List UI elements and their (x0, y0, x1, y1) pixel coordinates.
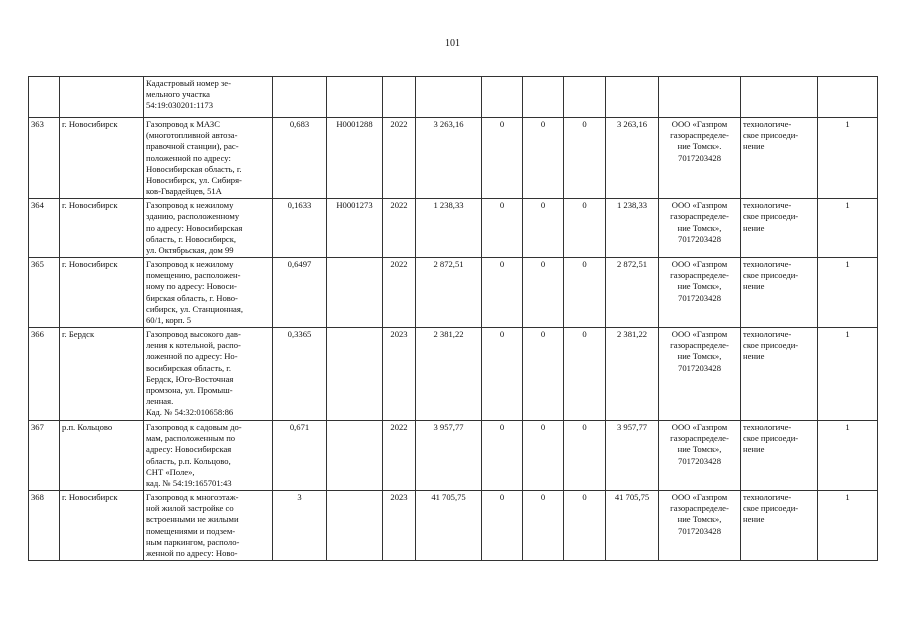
organization-line: ние Томск», (677, 351, 722, 362)
cell-sum: 2 872,51 (606, 258, 659, 328)
description-line: Газопровод к многоэтаж- (146, 492, 239, 503)
description-line: Кад. № 54:32:010658:86 (146, 407, 234, 418)
type-line: ское присоеди- (743, 270, 799, 281)
description-line: по адресу: Новосибирская (146, 222, 243, 233)
cell-zero-2 (523, 77, 564, 118)
cell-city: г. Новосибирск (60, 258, 144, 328)
cell-sum: 41 705,75 (606, 491, 659, 561)
cell-city (60, 77, 144, 118)
cell-count: 1 (818, 199, 878, 258)
organization-line: газораспределе- (670, 211, 729, 222)
organization-line: ООО «Газпром (671, 492, 728, 503)
type-line: ское присоеди- (743, 211, 799, 222)
description-line: ленная. (146, 396, 174, 407)
cell-count: 1 (818, 328, 878, 421)
cell-zero-1: 0 (482, 258, 523, 328)
organization-line: 7017203428 (678, 362, 721, 373)
cell-city: г. Новосибирск (60, 491, 144, 561)
organization-line: 7017203428 (678, 152, 721, 163)
cell-zero-1: 0 (482, 421, 523, 491)
cell-zero-3: 0 (564, 491, 606, 561)
type-line: нение (743, 514, 765, 525)
description-line: правочной станции), рас- (146, 141, 239, 152)
cell-length: 0,3365 (273, 328, 327, 421)
organization-line: газораспределе- (670, 503, 729, 514)
cell-organization (659, 118, 741, 199)
description-line: встроенными не жилыми (146, 514, 239, 525)
type-line: технологиче- (743, 259, 792, 270)
cell-zero-1: 0 (482, 491, 523, 561)
cell-length: 0,1633 (273, 199, 327, 258)
cell-zero-3: 0 (564, 328, 606, 421)
cell-number: 364 (29, 199, 60, 258)
cell-code (327, 258, 383, 328)
cell-number: 365 (29, 258, 60, 328)
organization-line: ние Томск», (677, 222, 722, 233)
cell-zero-2: 0 (523, 328, 564, 421)
cell-sum (606, 77, 659, 118)
cell-number: 368 (29, 491, 60, 561)
cell-zero-2: 0 (523, 421, 564, 491)
cell-total: 3 263,16 (416, 118, 482, 199)
cell-length (273, 77, 327, 118)
organization-line: 7017203428 (678, 455, 721, 466)
cell-code (327, 328, 383, 421)
description-line: ления к котельной, распо- (146, 340, 241, 351)
description-line: область, г. Новосибирск, (146, 233, 237, 244)
cell-zero-1: 0 (482, 328, 523, 421)
type-line: технологиче- (743, 492, 792, 503)
page-number: 101 (445, 38, 460, 49)
cell-total: 1 238,33 (416, 199, 482, 258)
organization-line: ние Томск», (677, 444, 722, 455)
type-line: нение (743, 141, 765, 152)
cell-zero-1: 0 (482, 199, 523, 258)
cell-number (29, 77, 60, 118)
type-line: нение (743, 351, 765, 362)
organization-line: ООО «Газпром (671, 329, 728, 340)
description-line: кад. № 54:19:165701:43 (146, 477, 232, 488)
cell-year: 2022 (383, 421, 416, 491)
type-line: нение (743, 281, 765, 292)
cell-type (741, 328, 818, 421)
organization-line: ООО «Газпром (671, 119, 728, 129)
description-line: женной по адресу: Ново- (146, 547, 238, 558)
cell-number: 363 (29, 118, 60, 199)
cell-type (741, 77, 818, 118)
table-row (29, 77, 878, 118)
description-line: 54:19:030201:1173 (146, 100, 213, 111)
description-line: ным паркингом, располо- (146, 536, 240, 547)
cell-description (144, 328, 273, 421)
cell-length: 0,671 (273, 421, 327, 491)
cell-length: 0,6497 (273, 258, 327, 328)
type-line: технологиче- (743, 119, 792, 129)
cell-organization (659, 491, 741, 561)
description-line: Газопровод к нежилому (146, 259, 234, 270)
cell-zero-2: 0 (523, 491, 564, 561)
cell-zero-3: 0 (564, 421, 606, 491)
cell-organization (659, 421, 741, 491)
description-line: помещению, расположен- (146, 270, 241, 281)
description-line: Новосибирск, ул. Сибиря- (146, 174, 242, 185)
description-line: Газопровод к МАЗС (146, 119, 220, 129)
description-line: Газопровод к садовым до- (146, 422, 242, 433)
cell-type (741, 258, 818, 328)
cell-sum: 2 381,22 (606, 328, 659, 421)
description-line: Газопровод высокого дав- (146, 329, 241, 340)
cell-type (741, 199, 818, 258)
description-line: ложенной по адресу: Но- (146, 351, 238, 362)
organization-line: ООО «Газпром (671, 200, 728, 211)
cell-organization (659, 258, 741, 328)
description-line: ул. Октябрьская, дом 99 (146, 244, 234, 255)
table-row (29, 421, 878, 491)
organization-line: газораспределе- (670, 433, 729, 444)
description-line: Новосибирская область, г. (146, 163, 242, 174)
organization-line: 7017203428 (678, 292, 721, 303)
cell-description (144, 421, 273, 491)
cell-city: г. Бердск (60, 328, 144, 421)
cell-zero-1 (482, 77, 523, 118)
organization-line: газораспределе- (670, 270, 729, 281)
cell-zero-3: 0 (564, 258, 606, 328)
cell-year: 2022 (383, 199, 416, 258)
cell-code: Н0001288 (327, 118, 383, 199)
cell-total: 3 957,77 (416, 421, 482, 491)
type-line: ское присоеди- (743, 340, 799, 351)
cell-count: 1 (818, 421, 878, 491)
table-row (29, 258, 878, 328)
cell-type (741, 118, 818, 199)
cell-sum: 1 238,33 (606, 199, 659, 258)
table-row (29, 199, 878, 258)
cell-description (144, 258, 273, 328)
description-line: сибирск, ул. Станционная, (146, 303, 243, 314)
description-line: положенной по адресу: (146, 152, 231, 163)
cell-zero-3 (564, 77, 606, 118)
cell-sum: 3 263,16 (606, 118, 659, 199)
cell-number: 367 (29, 421, 60, 491)
cell-zero-1: 0 (482, 118, 523, 199)
description-line: восибирская область, г. (146, 362, 232, 373)
cell-zero-3: 0 (564, 199, 606, 258)
description-line: зданию, расположенному (146, 211, 240, 222)
cell-zero-2: 0 (523, 199, 564, 258)
description-line: СНТ «Поле», (146, 466, 195, 477)
cell-total: 41 705,75 (416, 491, 482, 561)
cell-count: 1 (818, 258, 878, 328)
type-line: технологиче- (743, 422, 792, 433)
cell-organization (659, 199, 741, 258)
type-line: ское присоеди- (743, 503, 799, 514)
cell-organization (659, 77, 741, 118)
cell-code (327, 77, 383, 118)
cell-total: 2 872,51 (416, 258, 482, 328)
cell-total (416, 77, 482, 118)
table-row (29, 328, 878, 421)
organization-line: ние Томск», (677, 514, 722, 525)
cell-description (144, 199, 273, 258)
organization-line: ние Томск», (677, 281, 722, 292)
cell-year: 2022 (383, 118, 416, 199)
description-line: Газопровод к нежилому (146, 200, 234, 211)
organization-line: 7017203428 (678, 233, 721, 244)
table-row (29, 491, 878, 561)
description-line: адресу: Новосибирская (146, 444, 232, 455)
cell-year: 2023 (383, 491, 416, 561)
cell-count: 1 (818, 491, 878, 561)
cell-type (741, 421, 818, 491)
organization-line: ООО «Газпром (671, 422, 728, 433)
cell-count (818, 77, 878, 118)
cell-zero-2: 0 (523, 258, 564, 328)
cell-city: г. Новосибирск (60, 118, 144, 199)
cell-organization (659, 328, 741, 421)
cell-year: 2023 (383, 328, 416, 421)
cell-zero-3: 0 (564, 118, 606, 199)
description-line: (многотопливной автоза- (146, 130, 238, 141)
cell-count: 1 (818, 118, 878, 199)
type-line: нение (743, 444, 765, 455)
cell-city: г. Новосибирск (60, 199, 144, 258)
cell-year (383, 77, 416, 118)
cell-number: 366 (29, 328, 60, 421)
type-line: нение (743, 222, 765, 233)
description-line: Кадастровый номер зе- (146, 78, 231, 88)
description-line: мам, расположенным по (146, 433, 236, 444)
description-line: ному по адресу: Новоси- (146, 281, 237, 292)
cell-type (741, 491, 818, 561)
description-line: бирская область, г. Ново- (146, 292, 238, 303)
cell-code (327, 421, 383, 491)
description-line: Бердск, Юго-Восточная (146, 373, 234, 384)
cell-description (144, 491, 273, 561)
description-line: промзона, ул. Промыш- (146, 384, 233, 395)
description-line: помещениями и подзем- (146, 525, 236, 536)
type-line: технологиче- (743, 200, 792, 211)
cell-code (327, 491, 383, 561)
description-line: ков-Гвардейцев, 51А (146, 186, 222, 197)
cell-description (144, 77, 273, 118)
description-line: область, р.п. Кольцово, (146, 455, 231, 466)
cell-description (144, 118, 273, 199)
cell-sum: 3 957,77 (606, 421, 659, 491)
cell-year: 2022 (383, 258, 416, 328)
organization-line: ние Томск». (677, 141, 722, 152)
organization-line: ООО «Газпром (671, 259, 728, 270)
organization-line: газораспределе- (670, 340, 729, 351)
cell-length: 0,683 (273, 118, 327, 199)
cell-code: Н0001273 (327, 199, 383, 258)
cell-length: 3 (273, 491, 327, 561)
registry-table (28, 76, 878, 561)
description-line: ной жилой застройке со (146, 503, 234, 514)
organization-line: 7017203428 (678, 525, 721, 536)
type-line: ское присоеди- (743, 130, 799, 141)
type-line: ское присоеди- (743, 433, 799, 444)
cell-city: р.п. Кольцово (60, 421, 144, 491)
cell-total: 2 381,22 (416, 328, 482, 421)
cell-zero-2: 0 (523, 118, 564, 199)
description-line: мельного участка (146, 89, 210, 100)
table-row (29, 118, 878, 199)
organization-line: газораспределе- (670, 130, 729, 141)
description-line: 60/1, корп. 5 (146, 314, 192, 325)
type-line: технологиче- (743, 329, 792, 340)
